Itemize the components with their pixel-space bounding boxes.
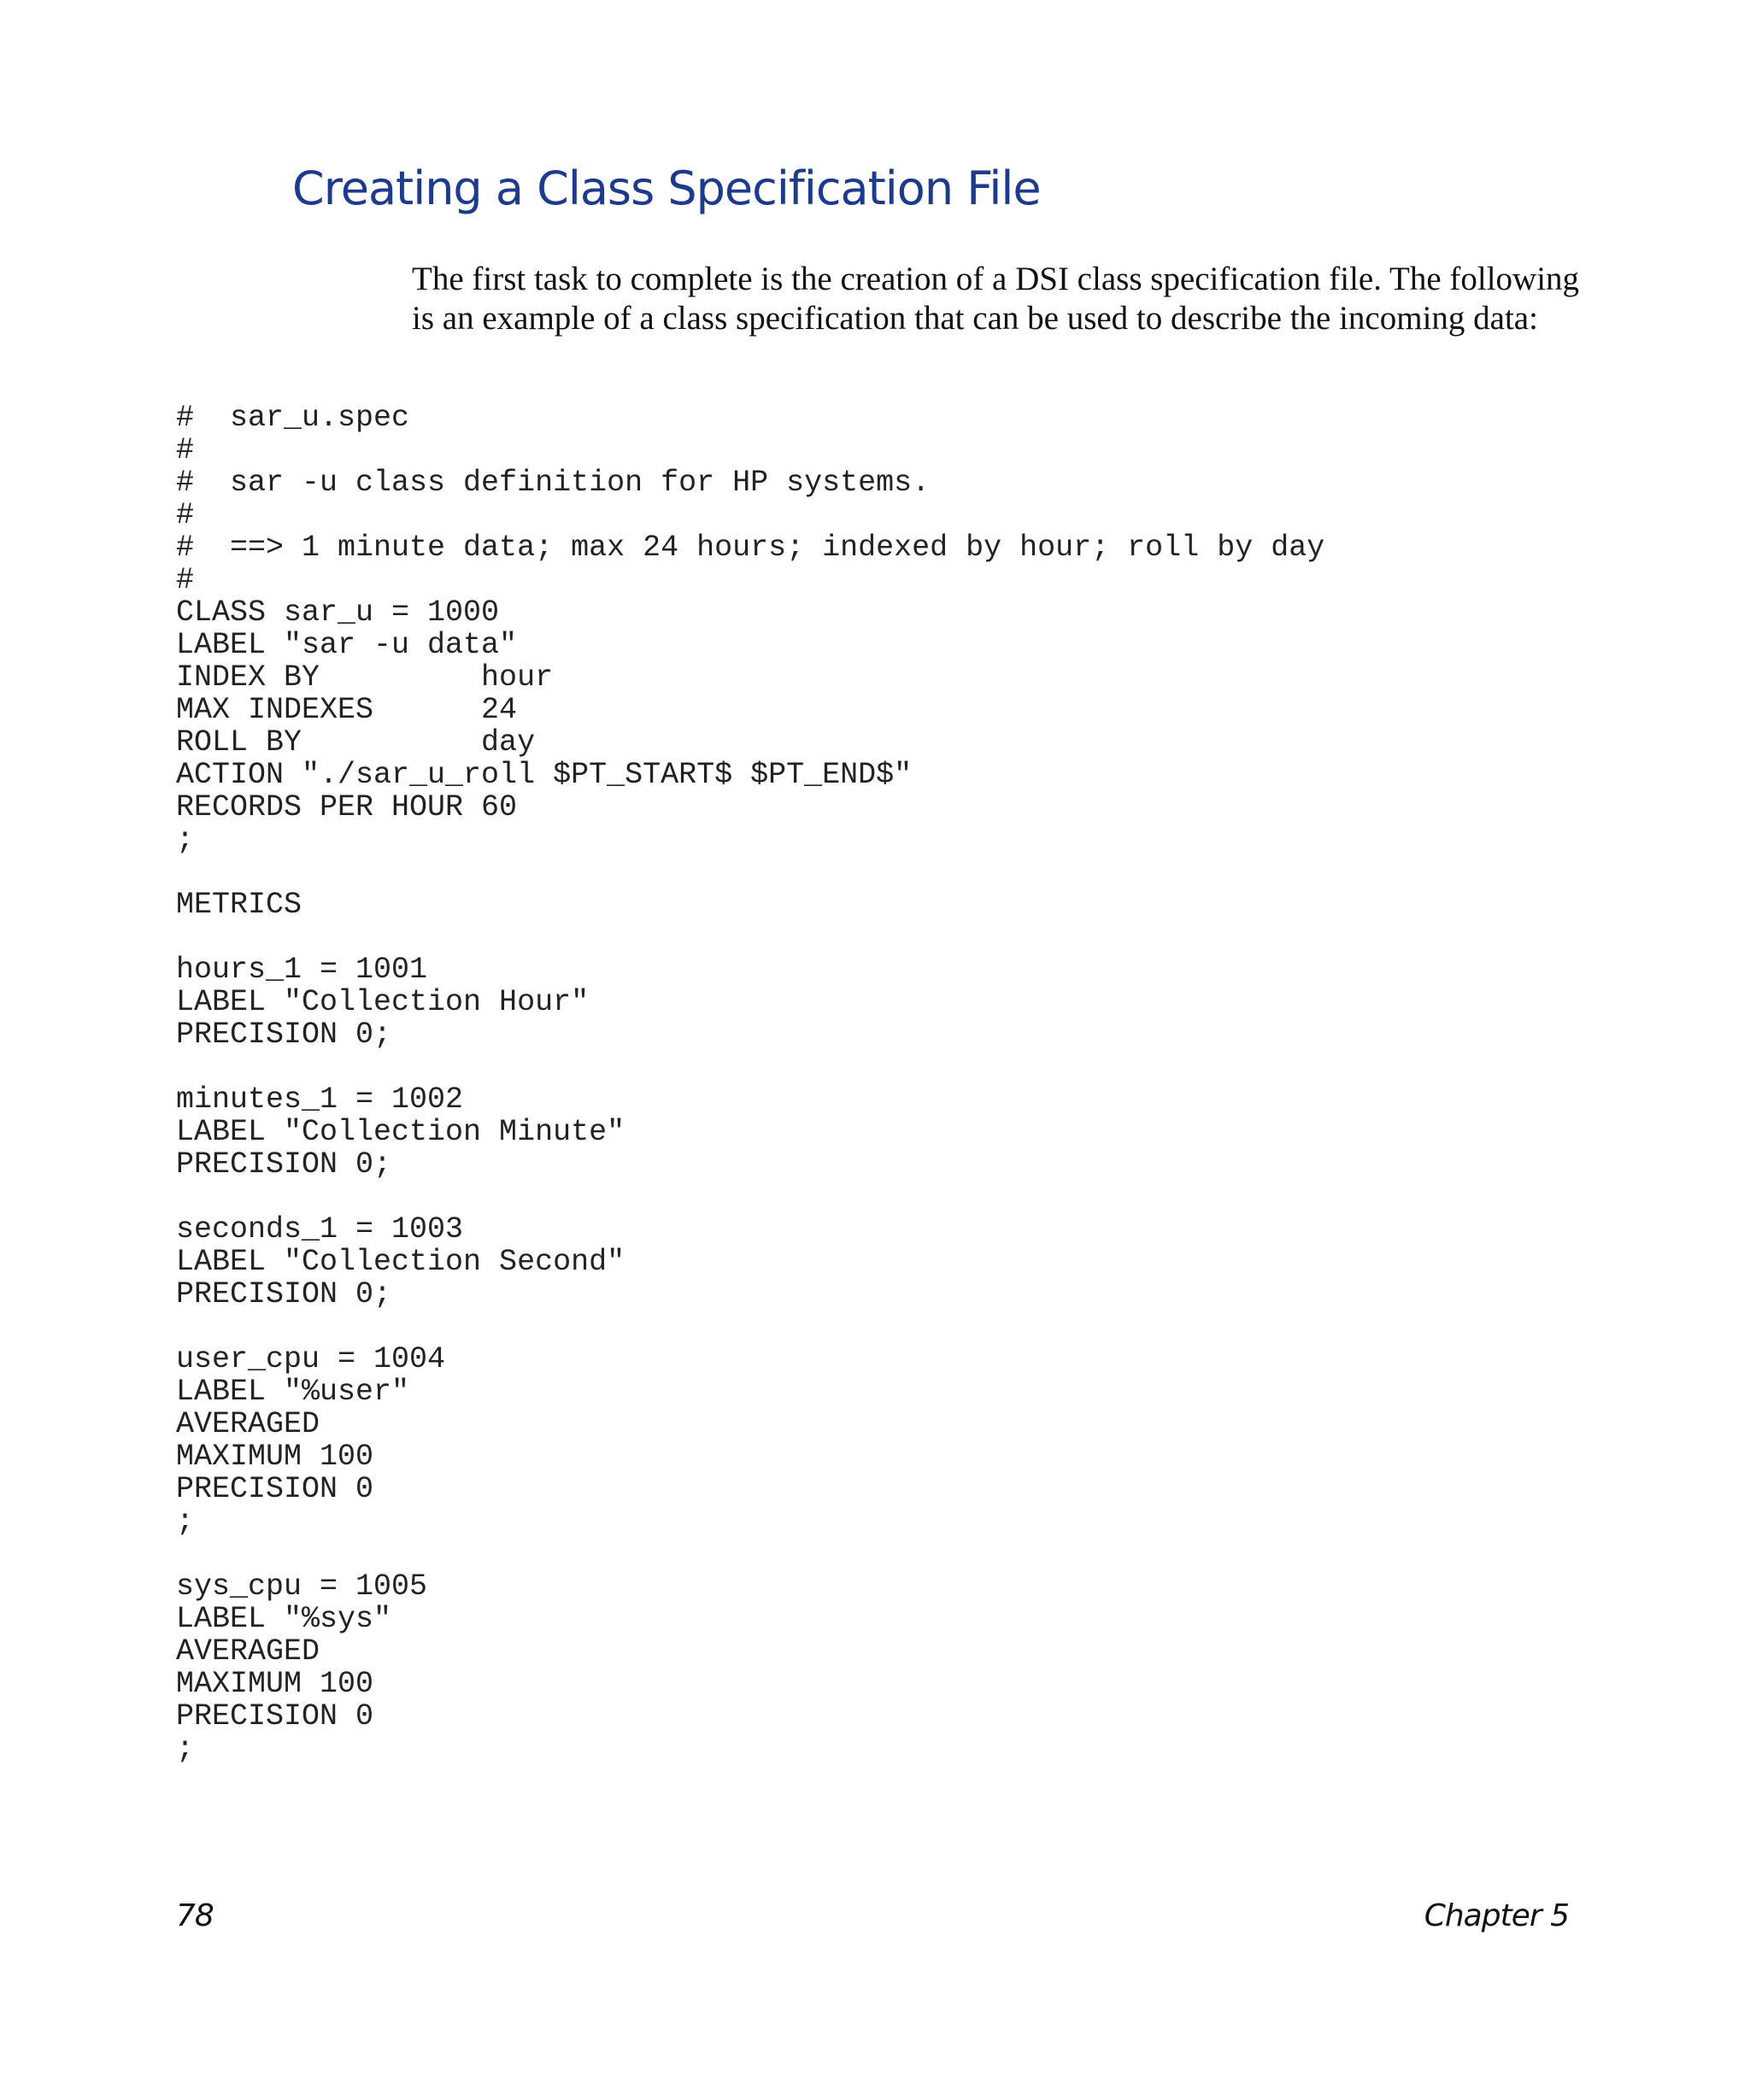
code-line bbox=[176, 921, 1324, 953]
code-line: # bbox=[176, 498, 195, 532]
code-line: LABEL "%user" bbox=[176, 1375, 410, 1409]
code-line: # bbox=[176, 563, 195, 597]
code-listing bbox=[176, 402, 1324, 1765]
code-line: PRECISION 0; bbox=[176, 1018, 392, 1052]
code-line: MAX INDEXES 24 bbox=[176, 693, 518, 727]
code-line: PRECISION 0 bbox=[176, 1472, 374, 1506]
code-line: RECORDS PER HOUR 60 bbox=[176, 790, 518, 824]
code-line: PRECISION 0; bbox=[176, 1147, 392, 1182]
code-line: CLASS sar_u = 1000 bbox=[176, 595, 500, 630]
code-line: hours_1 = 1001 bbox=[176, 953, 428, 987]
code-line: sys_cpu = 1005 bbox=[176, 1569, 428, 1604]
code-line: ROLL BY day bbox=[176, 725, 536, 760]
code-line: AVERAGED bbox=[176, 1634, 320, 1669]
code-line: AVERAGED bbox=[176, 1407, 320, 1441]
code-line bbox=[176, 1538, 1324, 1570]
code-line: METRICS bbox=[176, 888, 302, 922]
code-line: LABEL "Collection Hour" bbox=[176, 985, 590, 1019]
code-line: ; bbox=[176, 1505, 195, 1539]
code-line bbox=[176, 856, 1324, 889]
code-line: MAXIMUM 100 bbox=[176, 1667, 374, 1701]
code-line: ; bbox=[176, 1732, 195, 1766]
code-line: ACTION "./sar_u_roll $PT_START$ $PT_END$" bbox=[176, 758, 913, 792]
section-heading: Creating a Class Specification File bbox=[292, 161, 1041, 215]
code-line: # sar -u class definition for HP systems. bbox=[176, 466, 931, 500]
code-line: ; bbox=[176, 823, 195, 857]
code-line: # ==> 1 minute data; max 24 hours; indexed by hour; roll by day bbox=[176, 531, 1325, 565]
code-line: PRECISION 0 bbox=[176, 1699, 374, 1733]
code-line: minutes_1 = 1002 bbox=[176, 1082, 464, 1117]
code-line bbox=[176, 1051, 1324, 1083]
code-line: user_cpu = 1004 bbox=[176, 1342, 446, 1376]
page-number: 78 bbox=[176, 1898, 214, 1933]
code-line: LABEL "Collection Minute" bbox=[176, 1115, 625, 1149]
intro-paragraph: The first task to complete is the creation of a DSI class specification file. The following is an example of a class specification that can be used to describe the incoming data: bbox=[412, 261, 1580, 337]
code-line: # bbox=[176, 433, 195, 467]
code-line: INDEX BY hour bbox=[176, 660, 554, 695]
code-line: LABEL "%sys" bbox=[176, 1602, 392, 1636]
code-line: LABEL "sar -u data" bbox=[176, 628, 518, 662]
code-line: seconds_1 = 1003 bbox=[176, 1212, 464, 1247]
chapter-label: Chapter 5 bbox=[1424, 1898, 1569, 1933]
code-line bbox=[176, 1181, 1324, 1213]
code-line: # sar_u.spec bbox=[176, 401, 410, 435]
code-line: MAXIMUM 100 bbox=[176, 1440, 374, 1474]
code-line: PRECISION 0; bbox=[176, 1277, 392, 1311]
code-line bbox=[176, 1311, 1324, 1343]
code-line: LABEL "Collection Second" bbox=[176, 1245, 625, 1279]
